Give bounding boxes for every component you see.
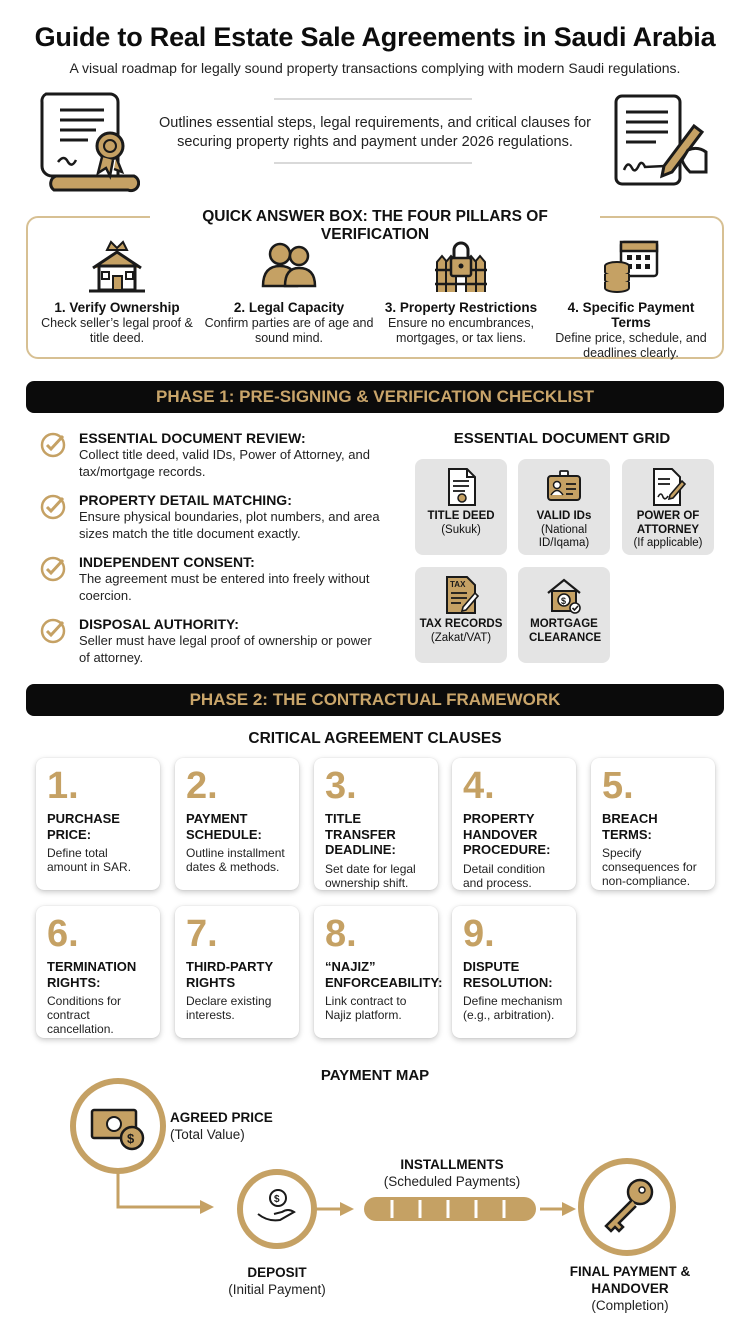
- arrow-head-icon: [200, 1200, 214, 1214]
- checklist-title: PROPERTY DETAIL MATCHING:: [79, 492, 292, 508]
- clause-desc: Conditions for contract cancellation.: [47, 994, 122, 1036]
- payment-step-title: AGREED PRICE: [170, 1110, 273, 1125]
- checklist-desc: Seller must have legal proof of ownership or power of attorney.: [79, 633, 372, 665]
- doc-sub: (If applicable): [633, 537, 703, 549]
- phase1-banner: PHASE 1: PRE-SIGNING & VERIFICATION CHECKLIST: [26, 381, 724, 413]
- pillar-title: 1. Verify Ownership: [54, 300, 180, 315]
- clause-number: 6.: [47, 913, 79, 955]
- arrow-head-icon: [562, 1202, 576, 1216]
- svg-text:$: $: [274, 1194, 280, 1205]
- clause-desc: Define mechanism (e.g., arbitration).: [463, 994, 563, 1022]
- payment-step-sub: (Total Value): [170, 1127, 245, 1142]
- clause-title: TERMINATION RIGHTS:: [47, 959, 137, 990]
- clause-desc: Set date for legal ownership shift.: [325, 861, 416, 890]
- payment-step-installments: [362, 1156, 542, 1190]
- clause-title: PAYMENT SCHEDULE:: [186, 811, 262, 842]
- phase2-banner: PHASE 2: THE CONTRACTUAL FRAMEWORK: [26, 684, 724, 716]
- payment-step-sub: (Scheduled Payments): [383, 1174, 521, 1189]
- clause-title: TITLE TRANSFER DEADLINE:: [325, 811, 396, 857]
- payment-step-title: FINAL PAYMENT & HANDOVER: [569, 1264, 691, 1296]
- clause-number: 3.: [325, 765, 357, 807]
- clause-number: 8.: [325, 913, 357, 955]
- clause-title: BREACH TERMS:: [602, 811, 658, 842]
- payment-step-agreed-price: [170, 1109, 280, 1143]
- clause-desc: Declare existing interests.: [186, 994, 272, 1022]
- key-icon: [581, 1161, 673, 1253]
- clause-number: 9.: [463, 913, 495, 955]
- pillar-desc: Check seller’s legal proof & title deed.: [41, 316, 193, 345]
- intro-text: Outlines essential steps, legal requirements, and critical clauses for securing property rights and payment under 2026 regulations.: [159, 115, 591, 150]
- doc-title: MORTGAGE CLEARANCE: [529, 618, 602, 644]
- svg-text:$: $: [127, 1131, 135, 1146]
- checklist-desc: Ensure physical boundaries, plot numbers, and area sizes match the title document exactly.: [79, 509, 380, 541]
- pillar-title: 4. Specific Payment Terms: [567, 300, 695, 330]
- payment-step-title: INSTALLMENTS: [400, 1157, 504, 1172]
- clause-title: PROPERTY HANDOVER PROCEDURE:: [463, 811, 551, 857]
- svg-text:TAX: TAX: [450, 580, 466, 589]
- pillar-desc: Confirm parties are of age and sound mind.: [204, 316, 374, 345]
- clause-number: 4.: [463, 765, 495, 807]
- clause-title: “NAJIZ” ENFORCEABILITY:: [325, 959, 443, 990]
- doc-title: VALID IDs: [536, 510, 592, 522]
- clause-number: 5.: [602, 765, 634, 807]
- pillar-title: 3. Property Restrictions: [384, 300, 538, 315]
- clause-desc: Outline installment dates & methods.: [186, 846, 285, 874]
- hand-coin-icon: [240, 1172, 314, 1246]
- checklist-desc: Collect title deed, valid IDs, Power of Attorney, and tax/mortgage records.: [79, 447, 370, 479]
- doc-sub: (Sukuk): [441, 523, 481, 536]
- payment-step-sub: (Initial Payment): [228, 1282, 326, 1297]
- doc-sub: (National ID/Iqama): [538, 523, 590, 549]
- doc-title: POWER OF ATTORNEY: [636, 510, 700, 536]
- clause-number: 2.: [186, 765, 218, 807]
- clause-title: DISPUTE RESOLUTION:: [463, 959, 553, 990]
- clause-desc: Detail condition and process.: [463, 861, 546, 890]
- clauses-title: CRITICAL AGREEMENT CLAUSES: [248, 730, 502, 747]
- segmented-bar-icon: [364, 1197, 536, 1221]
- pillar-title: 2. Legal Capacity: [233, 300, 345, 315]
- clause-desc: Define total amount in SAR.: [47, 846, 132, 874]
- document-grid-title: ESSENTIAL DOCUMENT GRID: [453, 430, 671, 447]
- payment-step-final: [560, 1263, 700, 1314]
- pillar-desc: Ensure no encumbrances, mortgages, or tax liens.: [388, 316, 534, 345]
- checklist-title: INDEPENDENT CONSENT:: [79, 554, 255, 570]
- pillar-desc: Define price, schedule, and deadlines clearly.: [555, 331, 707, 360]
- doc-sub: (Zakat/VAT): [430, 631, 492, 644]
- payment-map-title: PAYMENT MAP: [320, 1067, 430, 1084]
- page-subtitle: A visual roadmap for legally sound property transactions complying with modern Saudi regulations.: [69, 60, 681, 76]
- payment-step-sub: (Completion): [591, 1298, 669, 1313]
- payment-step-deposit: [207, 1264, 347, 1298]
- svg-text:$: $: [561, 596, 567, 606]
- checklist-title: ESSENTIAL DOCUMENT REVIEW:: [79, 430, 306, 446]
- clause-number: 7.: [186, 913, 218, 955]
- clause-title: THIRD-PARTY RIGHTS: [186, 959, 273, 990]
- payment-step-title: DEPOSIT: [247, 1265, 307, 1280]
- doc-title: TITLE DEED: [427, 510, 495, 522]
- clause-desc: Specify consequences for non-compliance.: [602, 846, 697, 888]
- checklist-desc: The agreement must be entered into freely without coercion.: [79, 571, 370, 603]
- clause-title: PURCHASE PRICE:: [47, 811, 120, 842]
- doc-title: TAX RECORDS: [419, 618, 503, 630]
- arrow-head-icon: [340, 1202, 354, 1216]
- cash-icon: [73, 1081, 163, 1171]
- connector-price-deposit: [118, 1167, 208, 1207]
- page-title: Guide to Real Estate Sale Agreements in Saudi Arabia: [34, 22, 716, 52]
- quick-answer-title: QUICK ANSWER BOX: THE FOUR PILLARS OF VERIFICATION: [150, 208, 600, 244]
- clause-desc: Link contract to Najiz platform.: [325, 994, 407, 1022]
- clause-number: 1.: [47, 765, 79, 807]
- checklist-title: DISPOSAL AUTHORITY:: [79, 616, 239, 632]
